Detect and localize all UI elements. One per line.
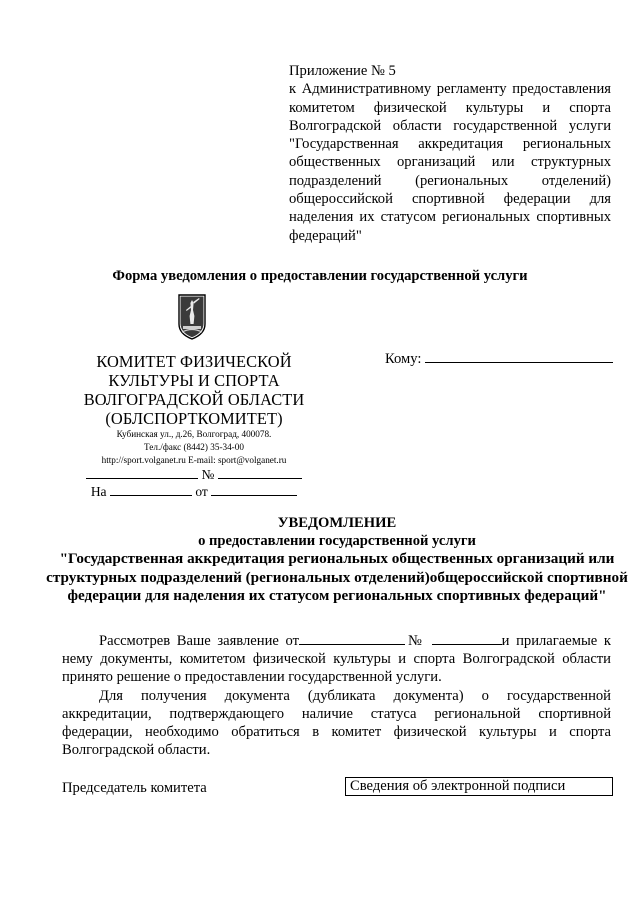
volgograd-emblem-icon bbox=[177, 294, 207, 340]
application-date-blank bbox=[299, 632, 405, 645]
outgoing-date-blank bbox=[86, 466, 198, 479]
notice-heading bbox=[40, 514, 634, 605]
committee-address: Кубинская ул., д.26, Волгоград, 400078. bbox=[116, 429, 272, 439]
application-number-blank bbox=[432, 632, 502, 645]
chair-label: Председатель комитета bbox=[62, 780, 207, 796]
committee-phone: Тел./факс (8442) 35-34-00 bbox=[144, 441, 244, 452]
body-p1-start: Рассмотрев Ваше заявление от bbox=[99, 633, 300, 649]
recipient-block bbox=[385, 350, 613, 368]
recipient-label: Кому: bbox=[385, 351, 422, 367]
appendix-number: Приложение № 5 bbox=[289, 63, 396, 79]
committee-block bbox=[70, 352, 318, 500]
incoming-date-blank bbox=[211, 483, 297, 496]
incoming-number-line bbox=[70, 483, 318, 500]
notice-service-name: "Государственная аккредитация региональных общественных организаций или структурных подразделений (региональных отделений)общероссийской спортивной федерации для наделения их статусом региональных спортивных федераций" bbox=[46, 550, 628, 604]
body-paragraph-2: Для получения документа (дубликата документа) о государственной аккредитации, подтверждающего наличие статуса региональной спортивной федерации, необходимо обратиться в комитет физической культуры и спорта Волгоградской области. bbox=[62, 687, 611, 759]
notice-body bbox=[62, 632, 611, 759]
incoming-number-blank bbox=[110, 483, 192, 496]
incoming-ot-label: от bbox=[195, 484, 208, 500]
outgoing-number-line bbox=[70, 466, 318, 483]
outgoing-number-label: № bbox=[201, 467, 215, 483]
body-p1-end: и прилагаемые к нему документы, комитетом физической культуры и спорта Волгоградской области принято решение о предоставлении государственной услуги. bbox=[62, 633, 611, 686]
notice-subtitle: о предоставлении государственной услуги bbox=[198, 533, 476, 550]
committee-name-line-3: ВОЛГОГРАДСКОЙ ОБЛАСТИ bbox=[83, 390, 305, 409]
outgoing-number-blank bbox=[218, 466, 302, 479]
appendix-block bbox=[289, 62, 611, 245]
body-paragraph-1 bbox=[62, 632, 611, 687]
committee-name-line-1: КОМИТЕТ ФИЗИЧЕСКОЙ bbox=[96, 352, 292, 371]
committee-name-line-2: КУЛЬТУРЫ И СПОРТА bbox=[108, 371, 280, 390]
electronic-signature-box: Сведения об электронной подписи bbox=[345, 777, 613, 796]
recipient-blank bbox=[425, 350, 613, 363]
committee-abbreviation: (ОБЛСПОРТКОМИТЕТ) bbox=[105, 409, 283, 428]
appendix-text: к Административному регламенту предоставления комитетом физической культуры и спорта Волгоградской области государственной услуги "Государственная аккредитация региональных общественных организаций или структурных подразделений (региональных отделений) общероссийской спортивной федерации для наделения их статусом региональных спортивных федераций" bbox=[289, 81, 611, 244]
body-p1-number-label: № bbox=[405, 633, 425, 649]
committee-web: http://sport.volganet.ru E-mail: sport@volganet.ru bbox=[101, 454, 287, 465]
incoming-na-label: На bbox=[90, 484, 107, 500]
form-title: Форма уведомления о предоставлении государственной услуги bbox=[112, 268, 528, 284]
notice-title: УВЕДОМЛЕНИЕ bbox=[277, 515, 397, 531]
